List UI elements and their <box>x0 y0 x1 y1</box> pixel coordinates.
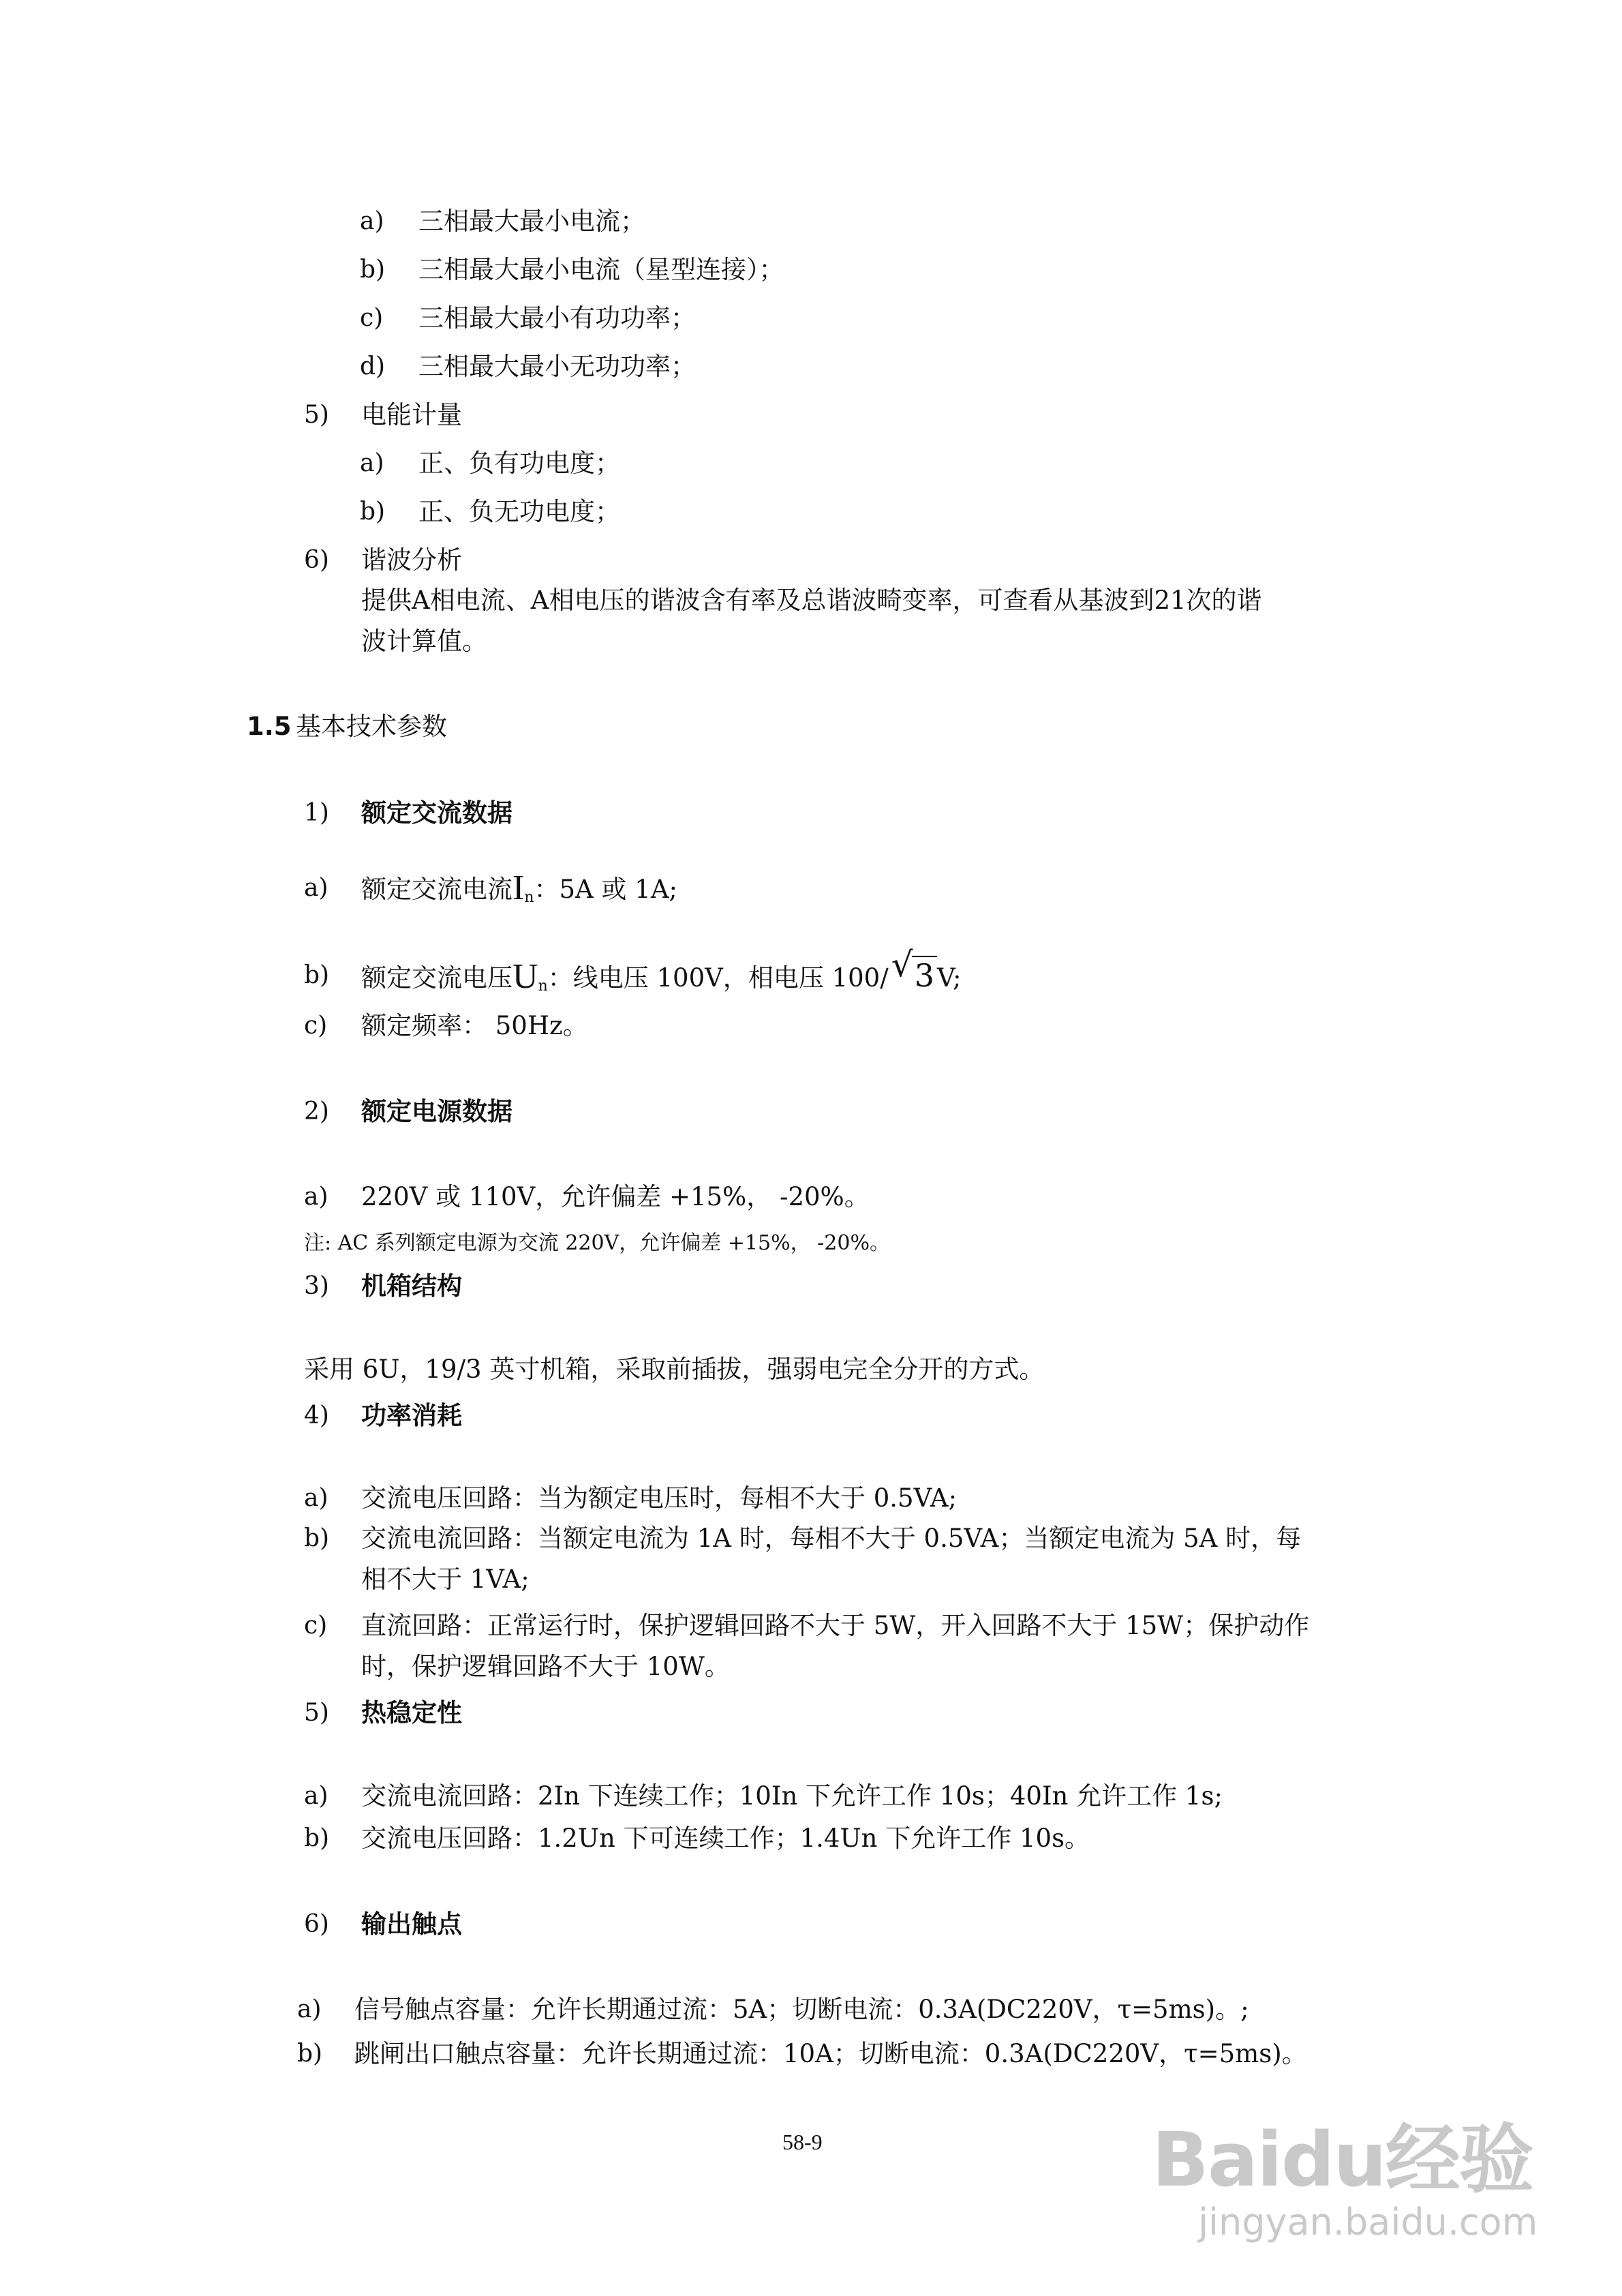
page-number: 58-9 <box>782 2130 823 2154</box>
p6-a-label: a) <box>297 1995 322 2023</box>
item5-number: 5) <box>304 401 329 429</box>
p1-b-label: b) <box>304 961 330 989</box>
watermark-url: jingyan.baidu.com <box>1198 2201 1538 2244</box>
item6-title: 谐波分析 <box>361 545 462 575</box>
list-a-label-3: c) <box>360 304 384 332</box>
p3-number: 3) <box>304 1272 329 1300</box>
list-a-text-2: 三相最大最小电流（星型连接）； <box>418 255 784 284</box>
list-5-text-1: 正、负有功电度； <box>418 449 620 478</box>
p5-b-label: b) <box>304 1824 330 1852</box>
list-5-label-2: b) <box>360 498 386 526</box>
p3-title: 机箱结构 <box>361 1271 462 1301</box>
p1-c-text: 额定频率： 50Hz。 <box>361 1011 588 1040</box>
p1-b-subscript: n <box>538 978 548 995</box>
p4-c-line1: 直流回路：正常运行时，保护逻辑回路不大于 5W，开入回路不大于 15W；保护动作 <box>361 1611 1310 1640</box>
item6-line1: 提供A相电流、A相电压的谐波含有率及总谐波畸变率，可查看从基波到21次的谐 <box>361 586 1262 615</box>
p4-b-line1: 交流电流回路：当额定电流为 1A 时，每相不大于 0.5VA；当额定电流为 5A 时，每 <box>361 1524 1302 1553</box>
p2-number: 2) <box>304 1098 329 1126</box>
sqrt-symbol: √ 3 <box>891 960 937 994</box>
list-a-label-4: d) <box>360 352 386 380</box>
p2-title: 额定电源数据 <box>361 1097 512 1126</box>
p5-title: 热稳定性 <box>361 1698 462 1727</box>
p6-b-text: 跳闸出口触点容量：允许长期通过流：10A；切断电流：0.3A(DC220V，τ=5ms)。 <box>354 2039 1307 2068</box>
p3-text: 采用 6U，19/3 英寸机箱，采取前插拔，强弱电完全分开的方式。 <box>304 1355 1045 1384</box>
p1-b-sqrt-value: 3 <box>912 956 937 994</box>
p2-note: 注: AC 系列额定电源为交流 220V，允许偏差 +15%， -20%。 <box>304 1231 890 1255</box>
p4-c-label: c) <box>304 1612 328 1640</box>
p5-b-text: 交流电压回路：1.2Un 下可连续工作；1.4Un 下允许工作 10s。 <box>361 1824 1090 1853</box>
p1-a-label: a) <box>304 874 328 902</box>
list-a-text-4: 三相最大最小无功功率； <box>418 352 696 381</box>
p1-number: 1) <box>304 799 329 827</box>
p4-b-line2: 相不大于 1VA; <box>361 1565 530 1594</box>
p4-c-line2: 时，保护逻辑回路不大于 10W。 <box>361 1652 730 1681</box>
p1-c-label: c) <box>304 1012 328 1040</box>
list-a-label-1: a) <box>360 207 384 235</box>
list-5-label-1: a) <box>360 449 384 477</box>
p6-number: 6) <box>304 1910 329 1938</box>
p1-b-line <box>361 945 962 1002</box>
p1-a-symbol: I <box>512 868 525 907</box>
p4-a-label: a) <box>304 1484 328 1512</box>
list-a-label-2: b) <box>360 256 386 284</box>
p5-a-label: a) <box>304 1782 328 1810</box>
item5-title: 电能计量 <box>361 400 462 429</box>
watermark-logo: Baidu经验 <box>1152 2116 1533 2203</box>
section-number: 1.5 <box>247 712 292 741</box>
p1-b-text: 额定交流电压 <box>361 963 512 993</box>
p1-b-symbol: U <box>512 957 538 996</box>
p1-a-subscript: n <box>524 889 534 906</box>
section-title: 基本技术参数 <box>296 712 447 741</box>
p1-b-unit: V; <box>936 963 962 993</box>
p1-a-rest: ：5A 或 1A; <box>534 875 678 904</box>
list-5-text-2: 正、负无功电度； <box>418 497 620 526</box>
p5-a-text: 交流电流回路：2In 下连续工作；10In 下允许工作 10s；40In 允许工作 1s; <box>361 1781 1223 1811</box>
p4-number: 4) <box>304 1402 329 1430</box>
p4-title: 功率消耗 <box>361 1401 462 1430</box>
p6-a-text: 信号触点容量：允许长期通过流：5A；切断电流：0.3A(DC220V，τ=5ms)。; <box>354 1995 1249 2024</box>
item6-line2: 波计算值。 <box>361 626 487 656</box>
p6-title: 输出触点 <box>361 1909 462 1939</box>
p5-number: 5) <box>304 1699 329 1727</box>
p6-b-label: b) <box>297 2040 323 2068</box>
item6-number: 6) <box>304 546 329 574</box>
p2-a-text: 220V 或 110V，允许偏差 +15%， -20%。 <box>361 1182 870 1211</box>
p4-a-line1: 交流电压回路：当为额定电压时，每相不大于 0.5VA; <box>361 1483 957 1513</box>
p1-b-rest: ：线电压 100V，相电压 100/ <box>547 963 889 993</box>
p1-a-line <box>361 868 678 913</box>
list-a-text-3: 三相最大最小有功功率； <box>418 303 696 333</box>
p2-a-label: a) <box>304 1183 328 1211</box>
list-a-text-1: 三相最大最小电流； <box>418 207 645 236</box>
p1-title: 额定交流数据 <box>361 798 512 828</box>
p4-b-label: b) <box>304 1524 330 1552</box>
p1-a-text: 额定交流电流 <box>361 875 512 904</box>
